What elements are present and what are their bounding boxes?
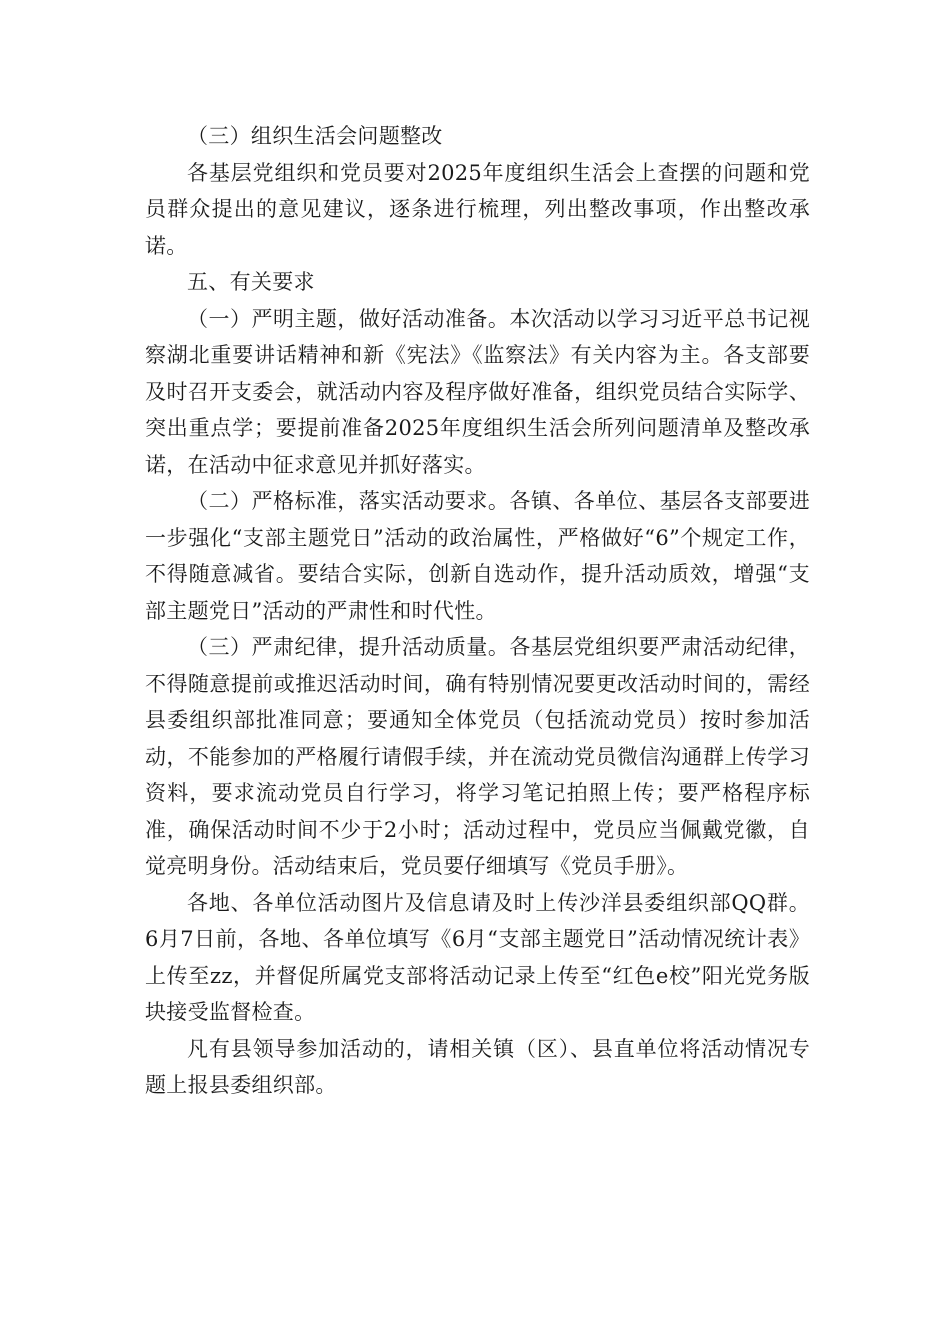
paragraph-rectification: 各基层党组织和党员要对2025年度组织生活会上查摆的问题和党员群众提出的意见建议，逐条进行梳理，列出整改事项，作出整改承诺。 [145,160,810,258]
subsection-heading-rectification: （三）组织生活会问题整改 [187,124,443,148]
paragraph-requirement-3: （三）严肃纪律，提升活动质量。各基层党组织要严肃活动纪律，不得随意提前或推迟活动时间，确有特别情况要更改活动时间的，需经县委组织部批准同意；要通知全体党员（包括流动党员）按时参加活动，不能参加的严格履行请假手续，并在流动党员微信沟通群上传学习资料，要求流动党员自行学习，将学习笔记拍照上传；要严格程序标准，确保活动时间不少于2小时；活动过程中，党员应当佩戴党徽，自觉亮明身份。活动结束后，党员要仔细填写《党员手册》。 [145,635,810,878]
paragraph-requirement-2: （二）严格标准，落实活动要求。各镇、各单位、基层各支部要进一步强化“支部主题党日”活动的政治属性，严格做好“6”个规定工作，不得随意减省。要结合实际，创新自选动作，提升活动质效，增强“支部主题党日”活动的严肃性和时代性。 [145,489,810,623]
paragraph-leader-report: 凡有县领导参加活动的，请相关镇（区）、县直单位将活动情况专题上报县委组织部。 [145,1036,810,1097]
paragraph-requirement-1: （一）严明主题，做好活动准备。本次活动以学习习近平总书记视察湖北重要讲话精神和新《宪法》《监察法》有关内容为主。各支部要及时召开支委会，就活动内容及程序做好准备，组织党员结合实际学、突出重点学；要提前准备2025年度组织生活会所列问题清单及整改承诺，在活动中征求意见并抓好落实。 [145,306,810,477]
section-heading-requirements: 五、有关要求 [187,270,315,294]
document-body [145,118,810,1104]
paragraph-upload-notice: 各地、各单位活动图片及信息请及时上传沙洋县委组织部QQ群。6月7日前，各地、各单位填写《6月“支部主题党日”活动情况统计表》上传至zz，并督促所属党支部将活动记录上传至“红色e校”阳光党务版块接受监督检查。 [145,890,810,1024]
